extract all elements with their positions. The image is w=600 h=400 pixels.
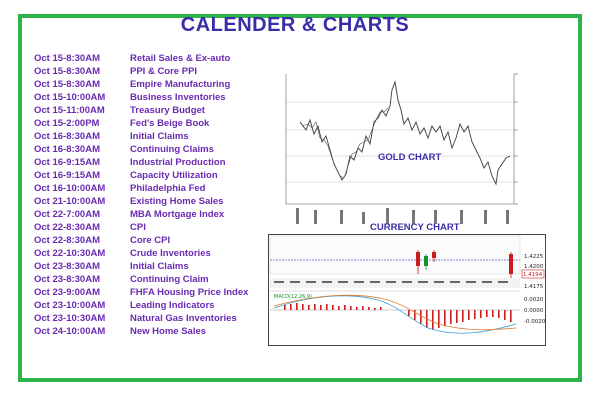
event-datetime: Oct 16-9:15AM <box>34 170 100 181</box>
candle-down <box>432 252 436 258</box>
candle-down <box>416 252 420 266</box>
event-name: Continuing Claim <box>130 274 209 285</box>
candle-up <box>424 256 428 266</box>
event-datetime: Oct 15-2:00PM <box>34 118 100 129</box>
calendar-event <box>34 312 248 325</box>
price-panel <box>270 236 520 274</box>
calendar-event <box>34 65 248 78</box>
event-datetime: Oct 15-8:30AM <box>34 53 100 64</box>
gold-chart <box>262 52 530 230</box>
macd-tick: 0.0000 <box>524 308 544 314</box>
event-datetime: Oct 16-9:15AM <box>34 157 100 168</box>
event-name: Core CPI <box>130 235 171 246</box>
calendar-event <box>34 299 248 312</box>
event-name: Existing Home Sales <box>130 196 224 207</box>
price-last-value: 1.4194 <box>523 272 543 278</box>
gold-price-line <box>300 82 510 184</box>
event-datetime: Oct 15-8:30AM <box>34 66 100 77</box>
calendar-event <box>34 273 248 286</box>
calendar-event <box>34 117 248 130</box>
event-name: FHFA Housing Price Index <box>130 287 249 298</box>
event-datetime: Oct 23-10:30AM <box>34 313 106 324</box>
price-tick: 1.4175 <box>524 284 544 290</box>
calendar-event <box>34 104 248 117</box>
event-datetime: Oct 16-8:30AM <box>34 131 100 142</box>
currency-chart-label: CURRENCY CHART <box>370 222 460 233</box>
page-title: CALENDER & CHARTS <box>180 14 410 36</box>
event-name: CPI <box>130 222 146 233</box>
calendar-event <box>34 169 248 182</box>
calendar-event <box>34 156 248 169</box>
event-datetime: Oct 23-8:30AM <box>34 274 100 285</box>
price-tick: 1.4225 <box>524 254 544 260</box>
event-datetime: Oct 22-8:30AM <box>34 235 100 246</box>
event-name: PPI & Core PPI <box>130 66 198 77</box>
event-datetime: Oct 23-10:00AM <box>34 300 106 311</box>
gold-chart-label: GOLD CHART <box>378 152 442 163</box>
event-name: Philadelphia Fed <box>130 183 206 194</box>
event-name: Business Inventories <box>130 92 226 103</box>
calendar-event <box>34 52 248 65</box>
event-name: New Home Sales <box>130 326 207 337</box>
calendar-event <box>34 78 248 91</box>
event-name: Capacity Utilization <box>130 170 218 181</box>
event-name: Empire Manufacturing <box>130 79 231 90</box>
event-datetime: Oct 16-10:00AM <box>34 183 106 194</box>
event-name: Crude Inventories <box>130 248 211 259</box>
calendar-event <box>34 286 248 299</box>
calendar-event <box>34 91 248 104</box>
event-name: MBA Mortgage Index <box>130 209 225 220</box>
event-name: Natural Gas Inventories <box>130 313 237 324</box>
calendar-event <box>34 208 248 221</box>
event-datetime: Oct 22-10:30AM <box>34 248 106 259</box>
event-datetime: Oct 15-8:30AM <box>34 79 100 90</box>
event-datetime: Oct 23-9:00AM <box>34 287 100 298</box>
event-name: Treasury Budget <box>130 105 205 116</box>
macd-label: MACD(12,26,9) <box>274 294 312 300</box>
macd-tick: -0.0020 <box>524 319 546 325</box>
candle-down <box>509 254 513 274</box>
event-datetime: Oct 21-10:00AM <box>34 196 106 207</box>
gold-noise-line <box>302 108 388 178</box>
calendar-event <box>34 247 248 260</box>
event-datetime: Oct 23-8:30AM <box>34 261 100 272</box>
calendar-event <box>34 260 248 273</box>
time-axis-ticks <box>274 281 508 283</box>
calendar-event <box>34 130 248 143</box>
calendar-event <box>34 234 248 247</box>
calendar-event <box>34 325 248 338</box>
calendar-event <box>34 195 248 208</box>
gold-tick-marks <box>514 74 518 204</box>
event-name: Initial Claims <box>130 131 189 142</box>
event-datetime: Oct 16-8:30AM <box>34 144 100 155</box>
calendar-event <box>34 221 248 234</box>
macd-tick: 0.0020 <box>524 297 544 303</box>
event-name: Leading Indicators <box>130 300 215 311</box>
calendar-event <box>34 143 248 156</box>
event-datetime: Oct 15-10:00AM <box>34 92 106 103</box>
event-name: Industrial Production <box>130 157 226 168</box>
event-datetime: Oct 15-11:00AM <box>34 105 105 116</box>
economic-calendar-list <box>34 52 248 338</box>
event-datetime: Oct 22-8:30AM <box>34 222 100 233</box>
price-tick: 1.4200 <box>524 264 544 270</box>
event-datetime: Oct 22-7:00AM <box>34 209 100 220</box>
event-name: Continuing Claims <box>130 144 214 155</box>
currency-chart <box>268 234 546 346</box>
event-datetime: Oct 24-10:00AM <box>34 326 106 337</box>
calendar-event <box>34 182 248 195</box>
event-name: Initial Claims <box>130 261 189 272</box>
event-name: Fed's Beige Book <box>130 118 210 129</box>
event-name: Retail Sales & Ex-auto <box>130 53 231 64</box>
